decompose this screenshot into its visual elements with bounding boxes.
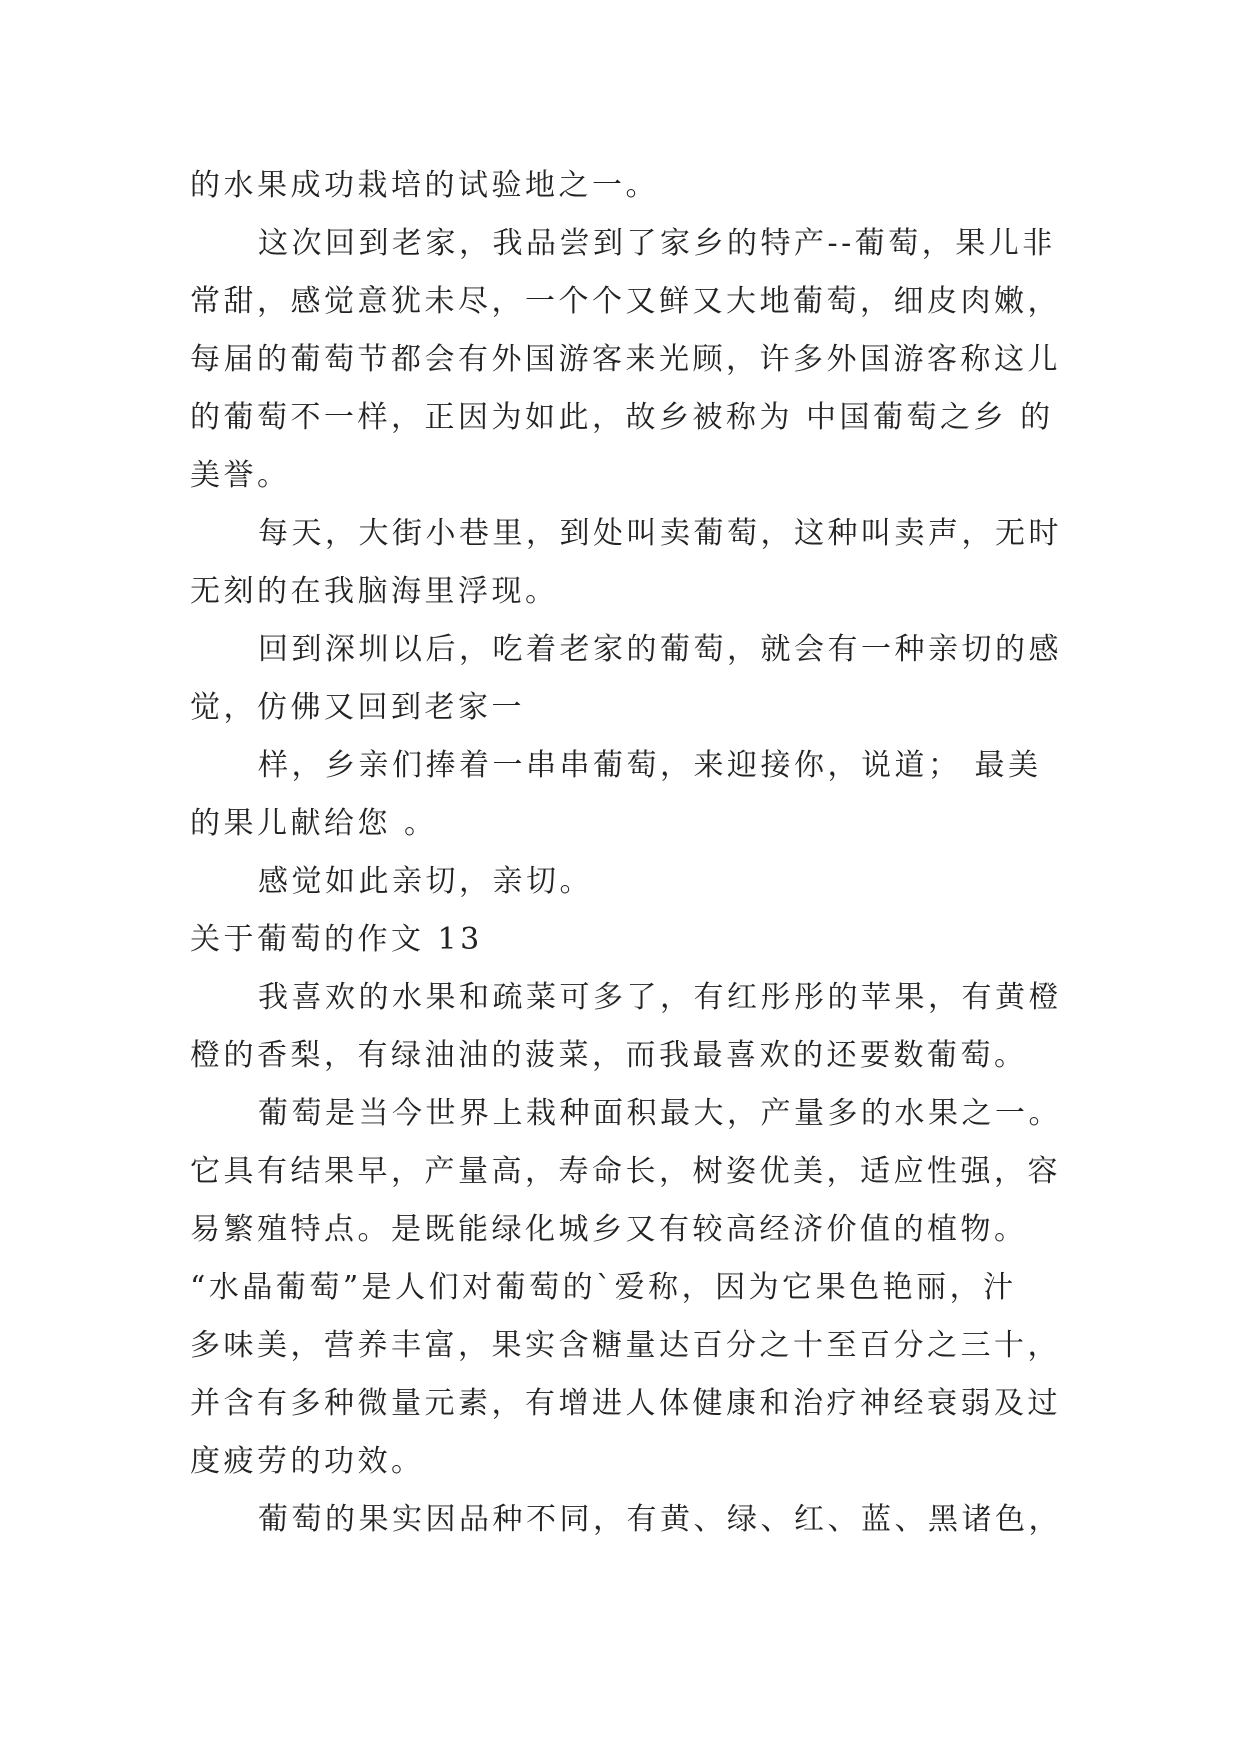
document-body — [190, 157, 1070, 1549]
text-line: 回到深圳以后，吃着老家的葡萄，就会有一种亲切的感 — [258, 632, 1062, 667]
text-line: “水晶葡萄”是人们对葡萄的`爱称，因为它果色艳丽，汁 — [190, 1270, 1017, 1305]
text-line: 每天，大街小巷里，到处叫卖葡萄，这种叫卖声，无时 — [258, 516, 1062, 551]
text-line: 葡萄是当今世界上栽种面积最大，产量多的水果之一。 — [258, 1096, 1062, 1131]
text-line: 无刻的在我脑海里浮现。 — [190, 574, 559, 609]
text-line: 美誉。 — [190, 458, 291, 493]
text-line: 我喜欢的水果和疏菜可多了，有红彤彤的苹果，有黄橙 — [258, 980, 1062, 1015]
text-line: 葡萄的果实因品种不同，有黄、绿、红、蓝、黑诸色， — [258, 1502, 1062, 1537]
section-heading: 关于葡萄的作文 13 — [190, 922, 483, 957]
text-line: 度疲劳的功效。 — [190, 1444, 425, 1479]
text-line: 每届的葡萄节都会有外国游客来光顾，许多外国游客称这儿 — [190, 342, 1061, 377]
text-line: 感觉如此亲切，亲切。 — [258, 864, 593, 899]
text-line: 这次回到老家，我品尝到了家乡的特产--葡萄，果儿非 — [258, 226, 1056, 261]
text-line: 常甜，感觉意犹未尽，一个个又鲜又大地葡萄，细皮肉嫩， — [190, 284, 1061, 319]
text-line: 它具有结果早，产量高，寿命长，树姿优美，适应性强，容 — [190, 1154, 1061, 1189]
text-line: 觉，仿佛又回到老家一 — [190, 690, 525, 725]
text-line: 多味美，营养丰富，果实含糖量达百分之十至百分之三十， — [190, 1328, 1061, 1363]
text-line: 的水果成功栽培的试验地之一。 — [190, 168, 659, 203]
text-line: 的果儿献给您 。 — [190, 806, 438, 841]
text-line: 易繁殖特点。是既能绿化城乡又有较高经济价值的植物。 — [190, 1212, 1028, 1247]
text-line: 并含有多种微量元素，有增进人体健康和治疗神经衰弱及过 — [190, 1386, 1061, 1421]
text-line: 的葡萄不一样，正因为如此，故乡被称为 中国葡萄之乡 的 — [190, 400, 1054, 435]
text-line: 样，乡亲们捧着一串串葡萄，来迎接你，说道； 最美 — [258, 748, 1042, 783]
text-line: 橙的香梨，有绿油油的菠菜，而我最喜欢的还要数葡萄。 — [190, 1038, 1028, 1073]
